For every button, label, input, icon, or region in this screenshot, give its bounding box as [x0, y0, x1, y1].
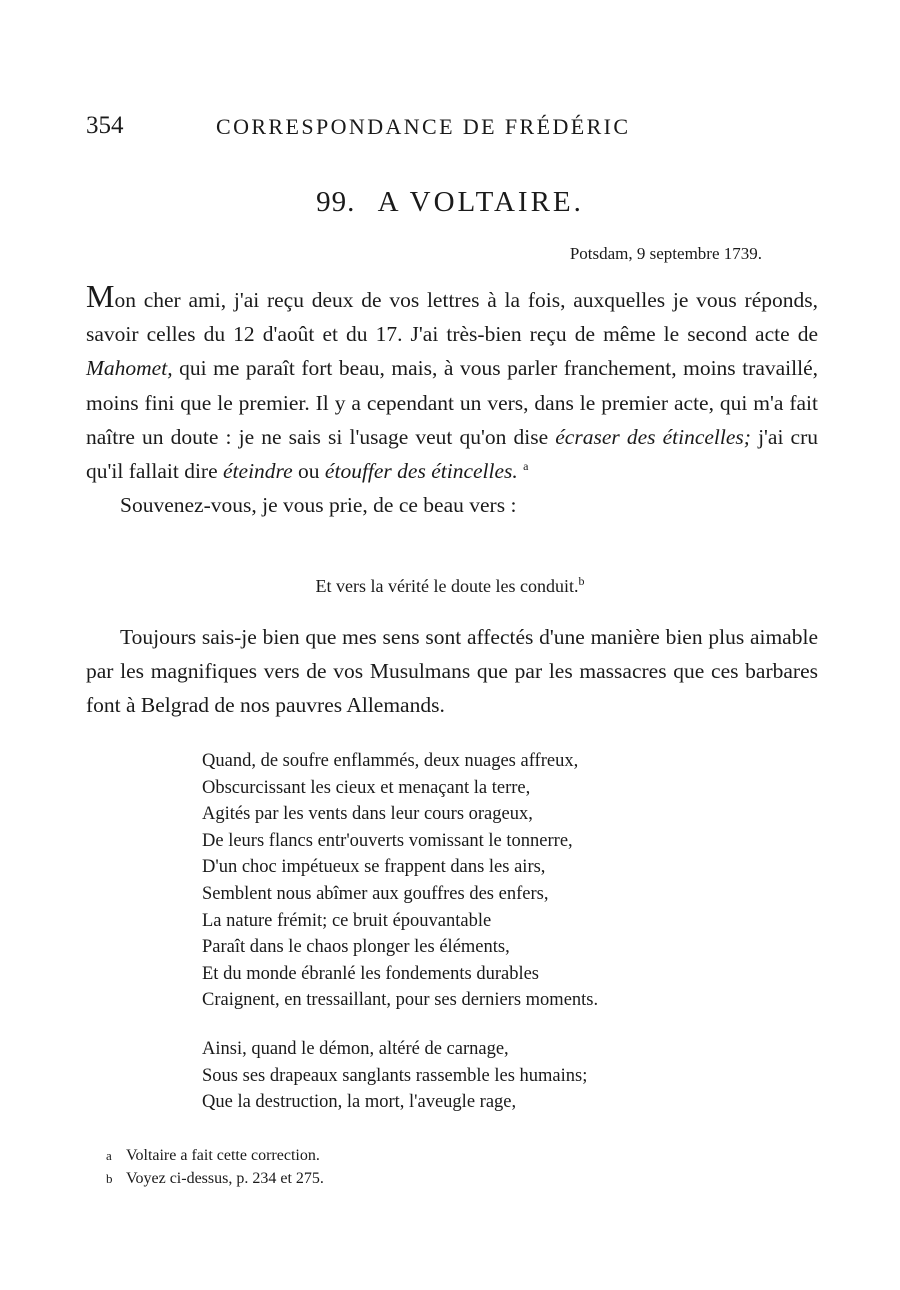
letter-body: [86, 278, 818, 522]
footnotes: [106, 1144, 324, 1190]
verse-line: Ainsi, quand le démon, altéré de carnage,: [202, 1038, 509, 1059]
drop-cap: M: [86, 278, 115, 314]
verse-line: Sous ses drapeaux sanglants rassemble les humains;: [202, 1065, 588, 1086]
poem-stanza-2: [202, 1036, 598, 1116]
quoted-verse: [0, 576, 900, 597]
verse-line: Semblent nous abîmer aux gouffres des enfers,: [202, 883, 549, 904]
quoted-verse-text: Et vers la vérité le doute les conduit.: [315, 576, 579, 596]
verse-line: Paraît dans le chaos plonger les éléments,: [202, 937, 510, 958]
paragraph-1-text-d: ou: [292, 459, 325, 484]
letter-title: A VOLTAIRE.: [377, 186, 584, 218]
quoted-phrase-2: éteindre: [223, 459, 293, 484]
paragraph-1: [86, 278, 818, 488]
verse-line: Quand, de soufre enflammés, deux nuages affreux,: [202, 751, 579, 771]
footnote-a: [106, 1144, 324, 1167]
verse-line: De leurs flancs entr'ouverts vomissant le tonnerre,: [202, 830, 573, 851]
letter-number: 99.: [316, 186, 356, 218]
quoted-phrase-3: étouffer des étincelles.: [324, 459, 518, 484]
footnote-text: Voyez ci-dessus, p. 234 et 275.: [126, 1170, 324, 1187]
verse-line: Agités par les vents dans leur cours orageux,: [202, 804, 533, 825]
poem: [202, 748, 598, 1138]
quoted-phrase-1: écraser des étincelles;: [555, 424, 751, 449]
footnote-mark: a: [106, 1148, 112, 1163]
poem-stanza-1: [202, 748, 598, 1014]
work-title-mahomet: Mahomet,: [86, 356, 173, 381]
letter-heading: [0, 186, 900, 219]
footnote-b: [106, 1167, 324, 1190]
footnote-ref-b: b: [578, 574, 585, 588]
footnote-mark: b: [106, 1171, 113, 1186]
verse-line: D'un choc impétueux se frappent dans les airs,: [202, 857, 546, 878]
dateline: Potsdam, 9 septembre 1739.: [569, 244, 762, 263]
verse-line: Et du monde ébranlé les fondements durables: [202, 963, 540, 984]
running-header: [86, 112, 816, 146]
paragraph-1-text-c: j'ai cru qu'il fallait dire: [86, 424, 818, 484]
verse-line: Craignent, en tressaillant, pour ses derniers moments.: [202, 990, 599, 1011]
paragraph-1-text-a: on cher ami, j'ai reçu deux de vos lettres à la fois, auxquelles je vous réponds, savoir celles du 12 d'août et du 17. J'ai très-bien reçu de même le second acte de: [86, 288, 818, 347]
paragraph-2: Souvenez-vous, je vous prie, de ce beau vers :: [120, 493, 517, 518]
footnote-text: Voltaire a fait cette correction.: [126, 1147, 320, 1164]
running-title: CORRESPONDANCE DE FRÉDÉRIC: [216, 114, 631, 139]
page-number: 354: [86, 112, 124, 139]
verse-line: Que la destruction, la mort, l'aveugle rage,: [202, 1092, 517, 1113]
paragraph-1-text-b: qui me paraît fort beau, mais, à vous parler franchement, moins travaillé, moins fini que le premier. Il y a cependant un vers, dans le premier acte, qui m'a fait naître un doute : je ne sais si l'usage veut qu'on dise: [86, 356, 818, 449]
paragraph-3: Toujours sais-je bien que mes sens sont affectés d'une manière bien plus aimable par les magnifiques vers de vos Musulmans que par les massacres que ces barbares font à Belgrad de nos pauvres Allemands.: [86, 625, 818, 717]
verse-line: La nature frémit; ce bruit épouvantable: [202, 910, 492, 931]
verse-line: Obscurcissant les cieux et menaçant la terre,: [202, 777, 531, 798]
footnote-ref-a: a: [523, 458, 529, 473]
